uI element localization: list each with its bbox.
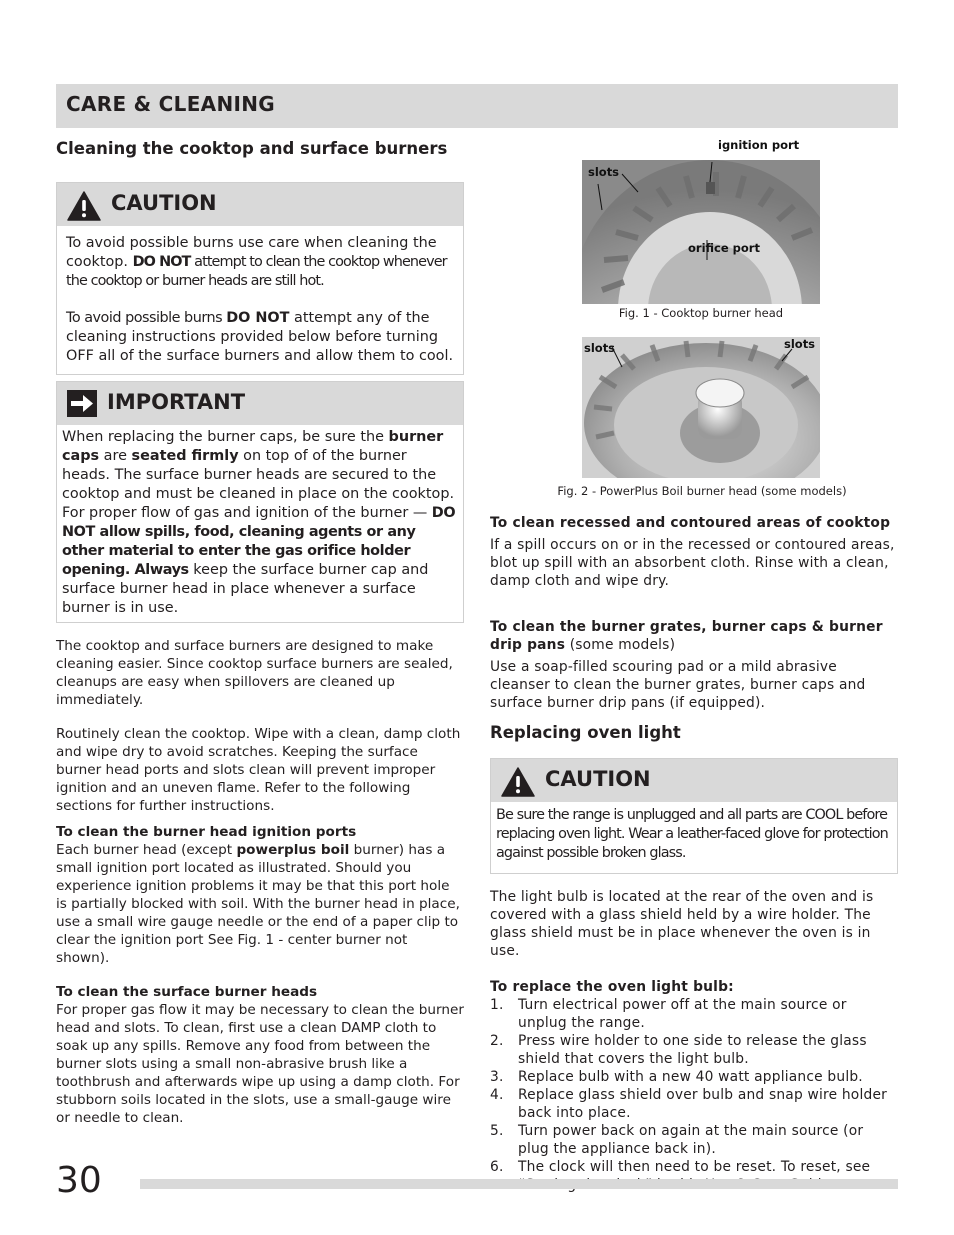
arrow-right-icon — [67, 390, 97, 417]
fig1-caption: Fig. 1 - Cooktop burner head — [618, 306, 784, 320]
fig1-label-slots: slots — [588, 165, 620, 179]
page-number: 30 — [56, 1160, 102, 1201]
right-column — [490, 138, 898, 1194]
fig2-caption: Fig. 2 - PowerPlus Boil burner head (some models) — [557, 484, 847, 498]
step-item: 3. Replace bulb with a new 40 watt appliance bulb. — [490, 1069, 863, 1085]
important-paragraph-2: For proper flow of gas and ignition of the burner — DO NOT allow spills, food, cleaning agents or any other material to enter the gas orifice holder opening. Always keep the surface burner cap and surface burner head in place whenever a surface burner is in use. — [62, 505, 456, 616]
powerplus-burner-illustration — [582, 337, 820, 478]
important-body — [57, 425, 463, 622]
caution-paragraph-2: To avoid possible burns DO NOT attempt any of the cleaning instructions provided below before turning OFF all of the surface burners and allow them to cool. — [66, 310, 454, 364]
ignition-ports-heading: To clean the burner head ignition ports — [56, 824, 357, 840]
left-column — [56, 138, 464, 1127]
important-title: IMPORTANT — [107, 390, 246, 414]
burner-grates-heading: To clean the burner grates, burner caps & burner drip pans (some models) — [490, 619, 883, 653]
footer-bar — [140, 1179, 898, 1189]
oven-caution-text: Be sure the range is unplugged and all parts are COOL before replacing oven light. Wear a leather-faced glove for protection against possible broken glass. — [496, 807, 888, 861]
caution-box-oven-header — [491, 759, 897, 802]
step-item: 5. Turn power back on again at the main source (or plug the appliance back in). — [490, 1123, 864, 1157]
oven-light-section-title: Replacing oven light — [490, 723, 681, 742]
oven-caution-title: CAUTION — [545, 767, 651, 791]
burner-head-illustration — [582, 160, 820, 304]
important-box-header — [57, 382, 463, 425]
oven-light-intro: The light bulb is located at the rear of the oven and is covered with a glass shield held by a wire holder. The glass shield must be in place whenever the oven is in use. — [490, 889, 874, 959]
burner-heads-heading: To clean the surface burner heads — [56, 984, 318, 1000]
section-header-bar — [56, 84, 898, 128]
step-item: 2. Press wire holder to one side to release the glass shield that covers the light bulb. — [490, 1033, 867, 1067]
caution-box-cooktop — [56, 182, 464, 375]
cooktop-intro-2: Routinely clean the cooktop. Wipe with a clean, damp cloth and wipe dry to avoid scratches. Keeping the surface burner head ports and slots clean will prevent improper ignition and an uneven flame. Refer to the following sections for further instructions. — [56, 726, 461, 814]
replace-bulb-steps — [490, 996, 898, 1194]
important-box — [56, 381, 464, 623]
figure-1-cooktop-burner-head — [582, 138, 820, 304]
fig1-label-ignition-port: ignition port — [718, 138, 800, 152]
burner-grates-text: Use a soap-filled scouring pad or a mild abrasive cleanser to clean the burner grates, burner caps and surface burner drip pans (if equipped). — [490, 659, 866, 711]
ignition-ports-text: Each burner head (except powerplus boil burner) has a small ignition port located as illustrated. Should you experience ignition problems it may be that this port hole is partially blocked with soil. With the burner head in place, use a small wire gauge needle or the end of a paper clip to clear the ignition port See Fig. 1 - center burner not shown). — [56, 842, 460, 966]
recessed-areas-text: If a spill occurs on or in the recessed or contoured areas, blot up spill with an absorbent cloth. Rinse with a clean, damp cloth and wipe dry. — [490, 537, 895, 589]
caution-box-oven-light — [490, 758, 898, 874]
step-item: 6. The clock will then need to be reset. To reset, see — [490, 1159, 871, 1175]
step-item: 1. Turn electrical power off at the main source or unplug the range. — [490, 997, 847, 1031]
step-item: 4. Replace glass shield over bulb and snap wire holder back into place. — [490, 1087, 887, 1121]
cooktop-section-title: Cleaning the cooktop and surface burners — [56, 139, 448, 158]
fig2-label-slots-left: slots — [584, 341, 616, 355]
caution-paragraph-1: To avoid possible burns use care when cleaning the cooktop. DO NOT attempt to clean the cooktop whenever the cooktop or burner heads are still hot. — [66, 235, 447, 289]
replace-bulb-heading: To replace the oven light bulb: — [490, 979, 734, 995]
fig2-label-slots-right: slots — [784, 337, 816, 351]
caution-title: CAUTION — [111, 191, 217, 215]
important-paragraph-1: When replacing the burner caps, be sure the burner caps are seated firmly on top of of the burner heads. The surface burner heads are secured to the cooktop and must be cleaned in place on the cooktop. — [62, 429, 455, 502]
warning-icon — [501, 767, 535, 797]
section-header-title: CARE & CLEANING — [66, 92, 275, 116]
figure-2-powerplus-boil-burner — [582, 337, 820, 478]
caution-body — [57, 226, 463, 374]
burner-heads-text: For proper gas flow it may be necessary to clean the burner head and slots. To clean, first use a clean DAMP cloth to soak up any spills. Remove any food from between the burner slots using a small non-abrasive brush like a toothbrush and afterwards wipe up using a damp cloth. For stubborn soils located in the slots, use a small-gauge wire or needle to clean. — [56, 1002, 464, 1126]
caution-box-header — [57, 183, 463, 226]
warning-icon — [67, 191, 101, 221]
fig1-label-orifice-port: orifice port — [688, 241, 760, 255]
recessed-areas-heading: To clean recessed and contoured areas of cooktop — [490, 515, 891, 531]
oven-caution-body — [491, 802, 897, 873]
cooktop-intro-1: The cooktop and surface burners are designed to make cleaning easier. Since cooktop surface burners are sealed, cleanups are easy when spillovers are cleaned up immediately. — [56, 638, 453, 708]
